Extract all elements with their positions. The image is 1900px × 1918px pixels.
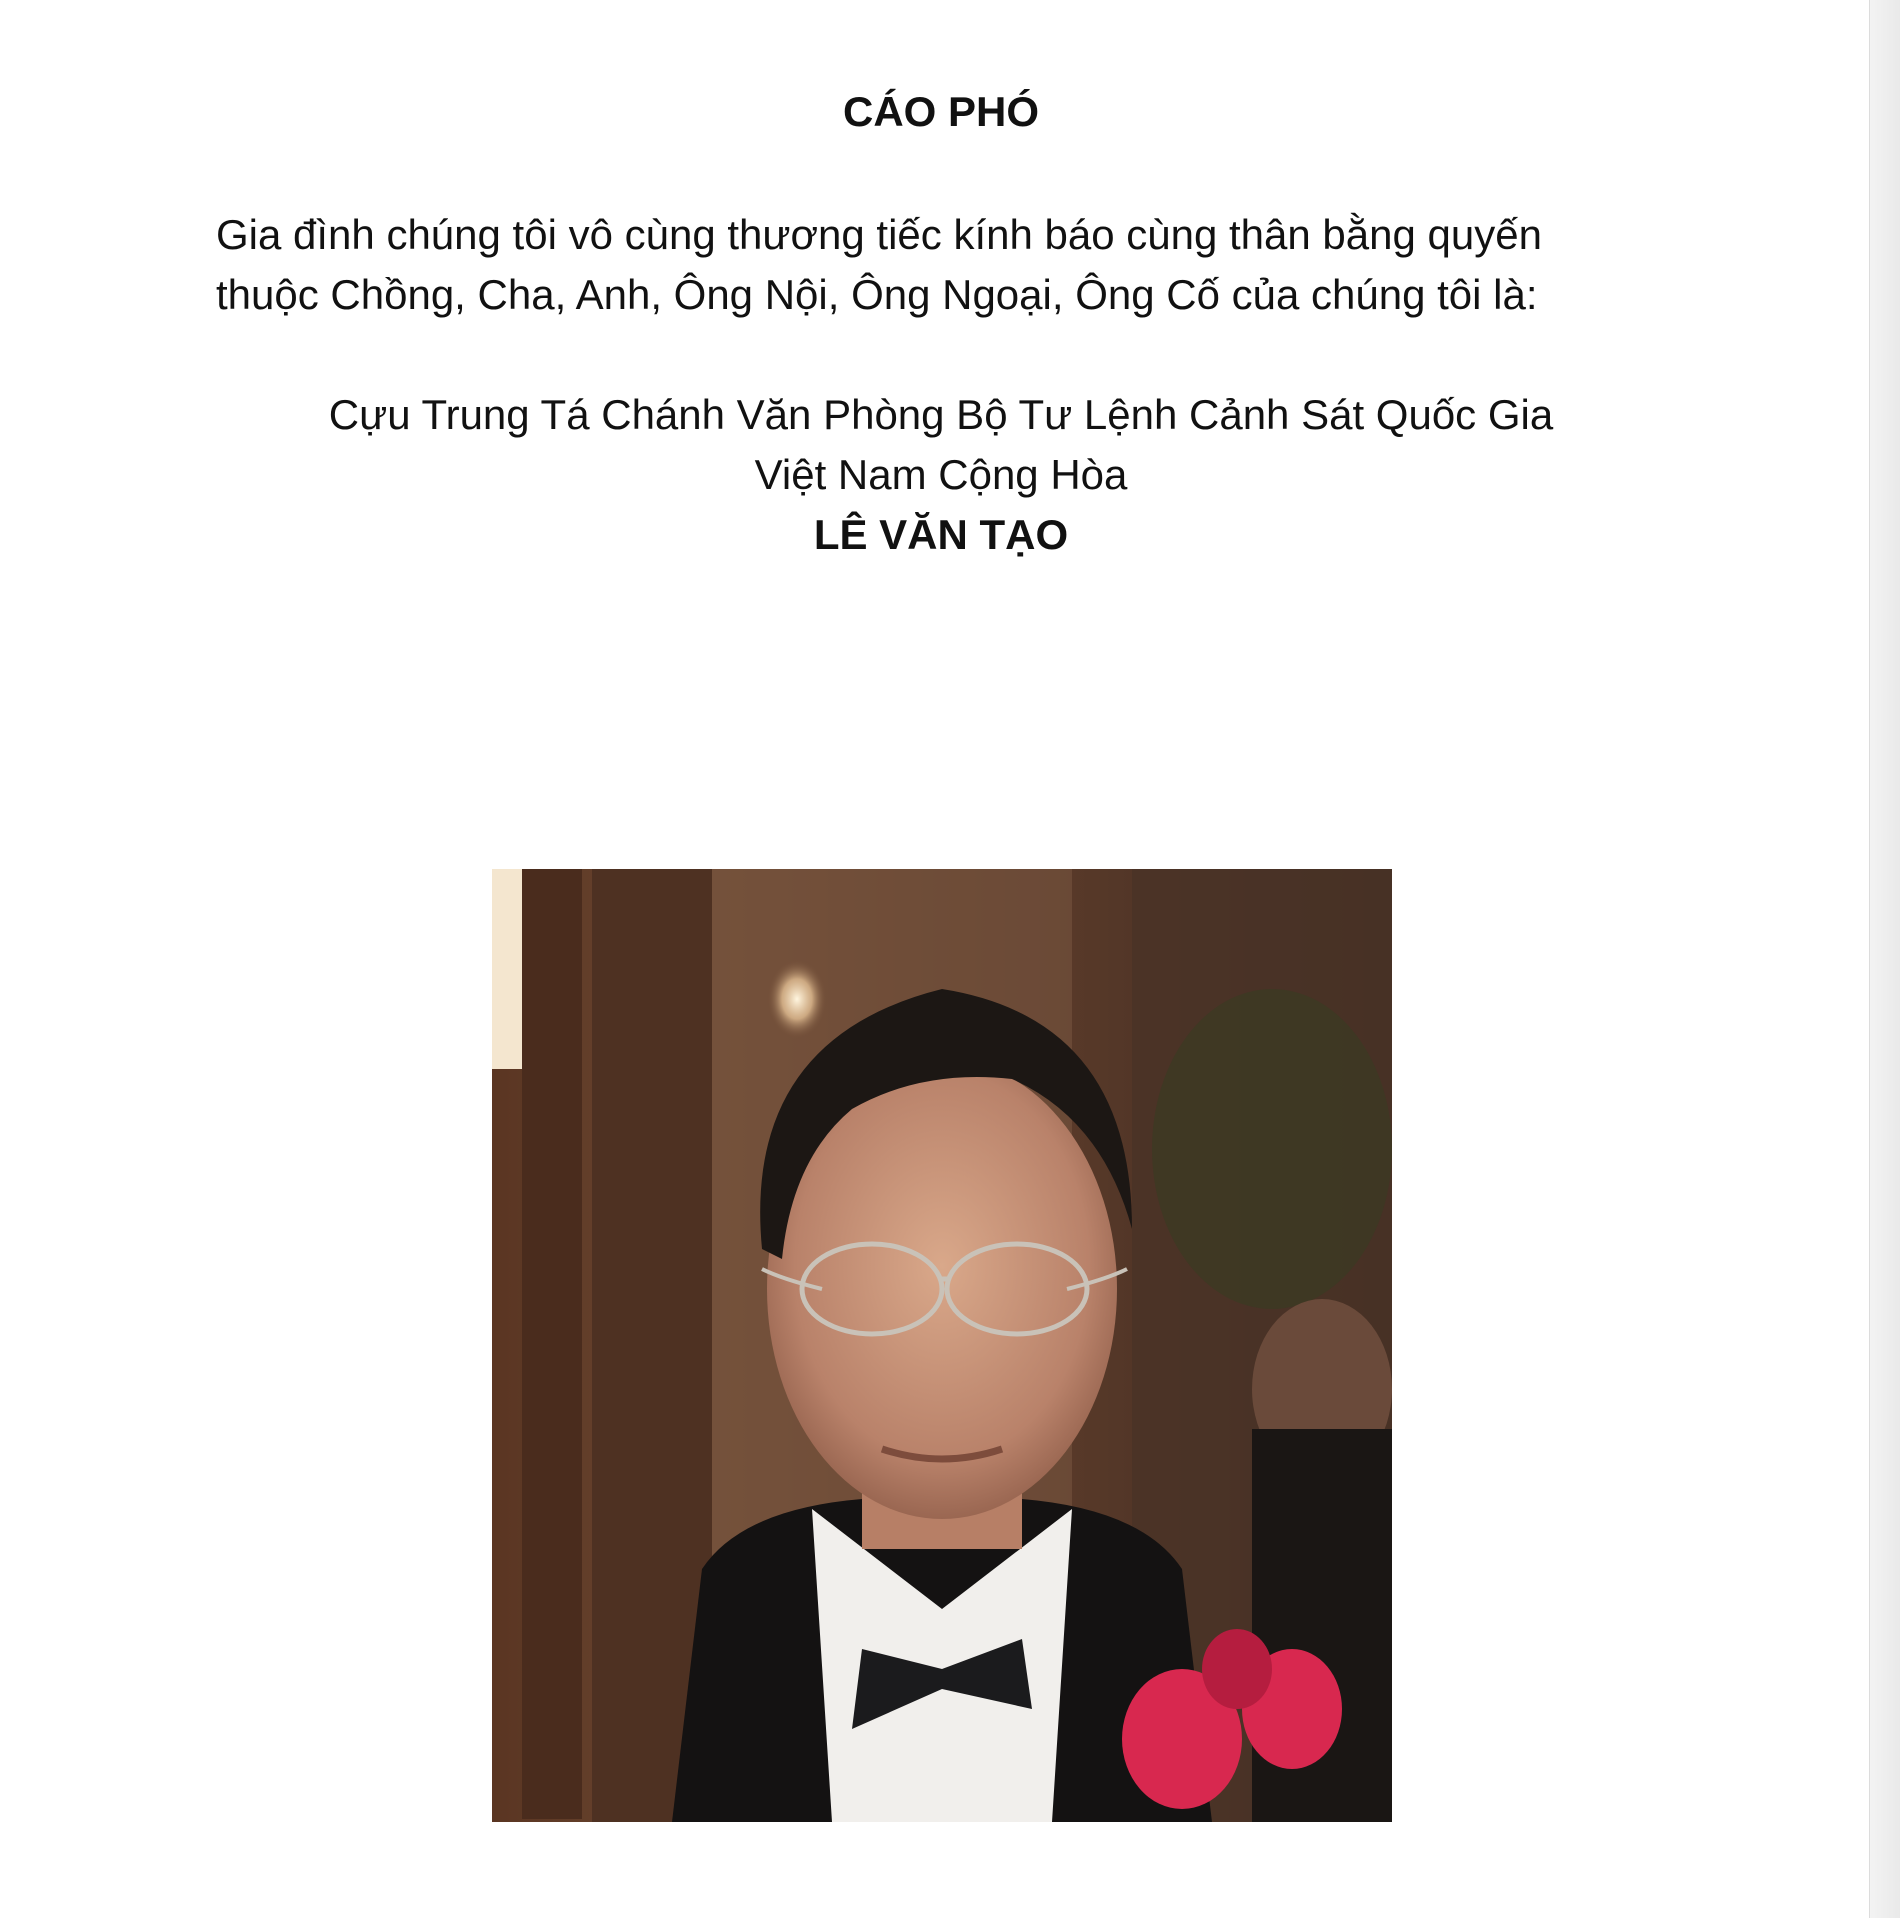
rank-line-1: Cựu Trung Tá Chánh Văn Phòng Bộ Tư Lệnh Cảnh Sát Quốc Gia (328, 391, 1554, 438)
deceased-title-block (0, 385, 1882, 565)
intro-paragraph (216, 205, 1716, 325)
obituary-heading: CÁO PHÓ (842, 88, 1039, 135)
rank-line-2: Việt Nam Cộng Hòa (754, 451, 1128, 498)
intro-line-1: Gia đình chúng tôi vô cùng thương tiếc kính báo cùng thân bằng quyến (216, 211, 1542, 258)
portrait-photo (492, 869, 1392, 1822)
page-edge (1869, 0, 1900, 1918)
deceased-name: LÊ VĂN TẠO (813, 511, 1069, 558)
intro-line-2: thuộc Chồng, Cha, Anh, Ông Nội, Ông Ngoại, Ông Cố của chúng tôi là: (216, 271, 1538, 318)
